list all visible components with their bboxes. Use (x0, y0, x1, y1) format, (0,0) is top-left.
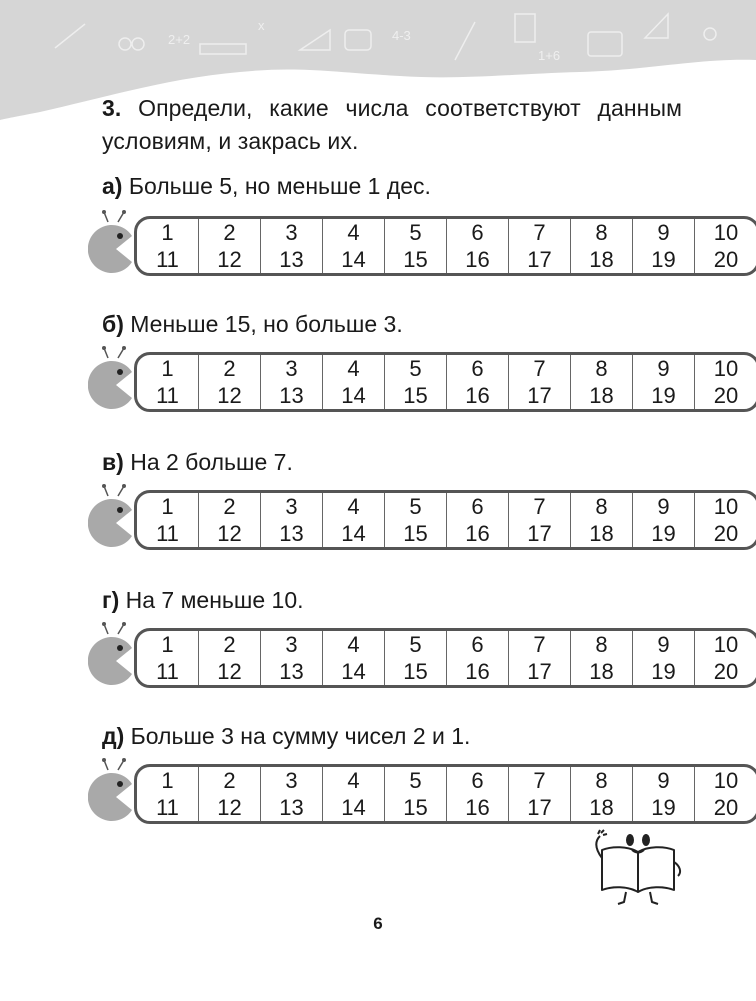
number-cell[interactable]: 1 (137, 219, 199, 246)
number-cell[interactable]: 20 (713, 658, 739, 684)
number-cell[interactable]: 14 (323, 794, 385, 821)
number-cell[interactable]: 5 (385, 767, 447, 794)
number-cell[interactable]: 7 (509, 219, 571, 246)
number-strip-g (88, 622, 739, 692)
condition-letter: б) (102, 311, 124, 337)
condition-text: Больше 3 на сумму чисел 2 и 1. (130, 723, 471, 749)
number-cell[interactable]: 9 (633, 767, 695, 794)
number-cell[interactable]: 9 (633, 631, 695, 658)
number-cell[interactable]: 2 (199, 355, 261, 382)
doodle-text: 2+2 (168, 32, 191, 47)
number-cell[interactable]: 20 (713, 520, 739, 546)
number-cell[interactable]: 19 (633, 520, 695, 547)
page-number: 6 (373, 914, 383, 933)
number-cell[interactable]: 11 (137, 246, 199, 273)
number-cell[interactable]: 15 (385, 794, 447, 821)
number-cell[interactable]: 19 (633, 794, 695, 821)
number-cell[interactable]: 19 (633, 658, 695, 685)
number-cell[interactable]: 1 (137, 767, 199, 794)
number-grid (134, 490, 756, 550)
condition-b (102, 310, 403, 338)
book-mascot (592, 828, 684, 908)
number-cell[interactable]: 20 (713, 794, 739, 820)
number-cell[interactable]: 20 (713, 246, 739, 272)
number-cell[interactable]: 6 (447, 631, 509, 658)
number-cell[interactable]: 4 (323, 355, 385, 382)
number-cell[interactable]: 3 (261, 219, 323, 246)
number-cell[interactable]: 3 (261, 767, 323, 794)
number-cell[interactable]: 16 (447, 658, 509, 685)
number-cell[interactable]: 14 (323, 520, 385, 547)
number-cell[interactable]: 15 (385, 520, 447, 547)
number-cell[interactable]: 13 (261, 246, 323, 273)
number-cell[interactable]: 4 (323, 493, 385, 520)
number-cell[interactable]: 17 (509, 520, 571, 547)
number-cell[interactable]: 7 (509, 493, 571, 520)
number-cell[interactable]: 10 (713, 493, 739, 519)
condition-text: Меньше 15, но больше 3. (130, 311, 403, 337)
condition-text: На 2 больше 7. (130, 449, 293, 475)
condition-letter: в) (102, 449, 124, 475)
number-cell[interactable]: 2 (199, 219, 261, 246)
task-text: Определи, какие числа соответствуют данным условиям, и закрась их. (102, 95, 682, 154)
number-cell[interactable]: 13 (261, 658, 323, 685)
number-cell[interactable]: 8 (571, 355, 633, 382)
number-cell[interactable]: 7 (509, 355, 571, 382)
caterpillar-head-icon (88, 622, 138, 692)
number-cell[interactable]: 18 (571, 658, 633, 685)
number-cell[interactable]: 15 (385, 246, 447, 273)
condition-d (102, 722, 470, 750)
number-cell[interactable]: 6 (447, 767, 509, 794)
number-strip-d (88, 758, 739, 828)
number-cell[interactable]: 18 (571, 246, 633, 273)
doodle-text: x (258, 18, 265, 33)
task-title (102, 92, 682, 158)
task-number: 3. (102, 95, 122, 121)
number-cell[interactable]: 14 (323, 382, 385, 409)
number-cell[interactable]: 18 (571, 794, 633, 821)
number-cell[interactable]: 12 (199, 520, 261, 547)
number-cell[interactable]: 2 (199, 631, 261, 658)
number-cell[interactable]: 9 (633, 493, 695, 520)
condition-letter: а) (102, 173, 123, 199)
number-cell[interactable]: 9 (633, 355, 695, 382)
number-cell[interactable]: 5 (385, 355, 447, 382)
number-cell[interactable]: 8 (571, 767, 633, 794)
number-cell[interactable]: 5 (385, 631, 447, 658)
number-cell[interactable]: 14 (323, 246, 385, 273)
number-cell[interactable]: 6 (447, 493, 509, 520)
number-cell[interactable]: 19 (633, 246, 695, 273)
number-cell[interactable]: 15 (385, 658, 447, 685)
number-cell[interactable]: 11 (137, 382, 199, 409)
number-cell[interactable]: 16 (447, 382, 509, 409)
condition-text: Больше 5, но меньше 1 дес. (128, 173, 431, 199)
number-strip-a (88, 210, 739, 280)
number-cell[interactable]: 2 (199, 767, 261, 794)
number-cell[interactable]: 1 (137, 493, 199, 520)
condition-text: На 7 меньше 10. (125, 587, 304, 613)
number-cell[interactable]: 13 (261, 382, 323, 409)
number-cell[interactable]: 7 (509, 631, 571, 658)
number-cell[interactable]: 17 (509, 246, 571, 273)
doodle-text: 1+6 (538, 48, 561, 63)
number-cell[interactable]: 12 (199, 794, 261, 821)
number-cell[interactable]: 19 (633, 382, 695, 409)
number-cell[interactable]: 17 (509, 382, 571, 409)
condition-letter: д) (102, 723, 125, 749)
number-grid (134, 216, 756, 276)
number-cell[interactable]: 9 (633, 219, 695, 246)
number-cell[interactable]: 13 (261, 520, 323, 547)
number-cell[interactable]: 18 (571, 520, 633, 547)
number-cell[interactable]: 10 (713, 355, 739, 381)
condition-v (102, 448, 293, 476)
number-cell[interactable]: 8 (571, 219, 633, 246)
number-cell[interactable]: 4 (323, 219, 385, 246)
number-cell[interactable]: 14 (323, 658, 385, 685)
condition-g (102, 586, 304, 614)
caterpillar-head-icon (88, 484, 138, 554)
number-cell[interactable]: 18 (571, 382, 633, 409)
number-cell[interactable]: 12 (199, 382, 261, 409)
number-cell[interactable]: 16 (447, 246, 509, 273)
number-cell[interactable]: 4 (323, 767, 385, 794)
number-cell[interactable]: 8 (571, 493, 633, 520)
number-cell[interactable]: 2 (199, 493, 261, 520)
number-cell[interactable]: 1 (137, 631, 199, 658)
number-cell[interactable]: 3 (261, 631, 323, 658)
number-cell[interactable]: 13 (261, 794, 323, 821)
caterpillar-head-icon (88, 346, 138, 416)
number-grid (134, 628, 756, 688)
number-cell[interactable]: 5 (385, 219, 447, 246)
number-cell[interactable]: 10 (713, 767, 739, 793)
number-grid (134, 764, 756, 824)
number-cell[interactable]: 17 (509, 658, 571, 685)
number-strip-v (88, 484, 739, 554)
number-cell[interactable]: 12 (199, 658, 261, 685)
number-cell[interactable]: 1 (137, 355, 199, 382)
number-cell[interactable]: 17 (509, 794, 571, 821)
number-cell[interactable]: 10 (713, 219, 739, 245)
number-cell[interactable]: 6 (447, 219, 509, 246)
number-cell[interactable]: 12 (199, 246, 261, 273)
number-strip-b (88, 346, 739, 416)
number-cell[interactable]: 11 (137, 794, 199, 821)
number-cell[interactable]: 10 (713, 631, 739, 657)
number-cell[interactable]: 16 (447, 794, 509, 821)
number-cell[interactable]: 15 (385, 382, 447, 409)
number-cell[interactable]: 3 (261, 355, 323, 382)
caterpillar-head-icon (88, 210, 138, 280)
number-cell[interactable]: 16 (447, 520, 509, 547)
number-cell[interactable]: 8 (571, 631, 633, 658)
number-cell[interactable]: 6 (447, 355, 509, 382)
number-cell[interactable]: 7 (509, 767, 571, 794)
number-cell[interactable]: 11 (137, 520, 199, 547)
number-cell[interactable]: 3 (261, 493, 323, 520)
condition-letter: г) (102, 587, 120, 613)
number-cell[interactable]: 5 (385, 493, 447, 520)
caterpillar-head-icon (88, 758, 138, 828)
condition-a (102, 172, 431, 200)
number-grid (134, 352, 756, 412)
book-mascot-icon (592, 828, 684, 908)
doodle-text: 4-3 (392, 28, 411, 43)
number-cell[interactable]: 4 (323, 631, 385, 658)
number-cell[interactable]: 11 (137, 658, 199, 685)
number-cell[interactable]: 20 (713, 382, 739, 408)
